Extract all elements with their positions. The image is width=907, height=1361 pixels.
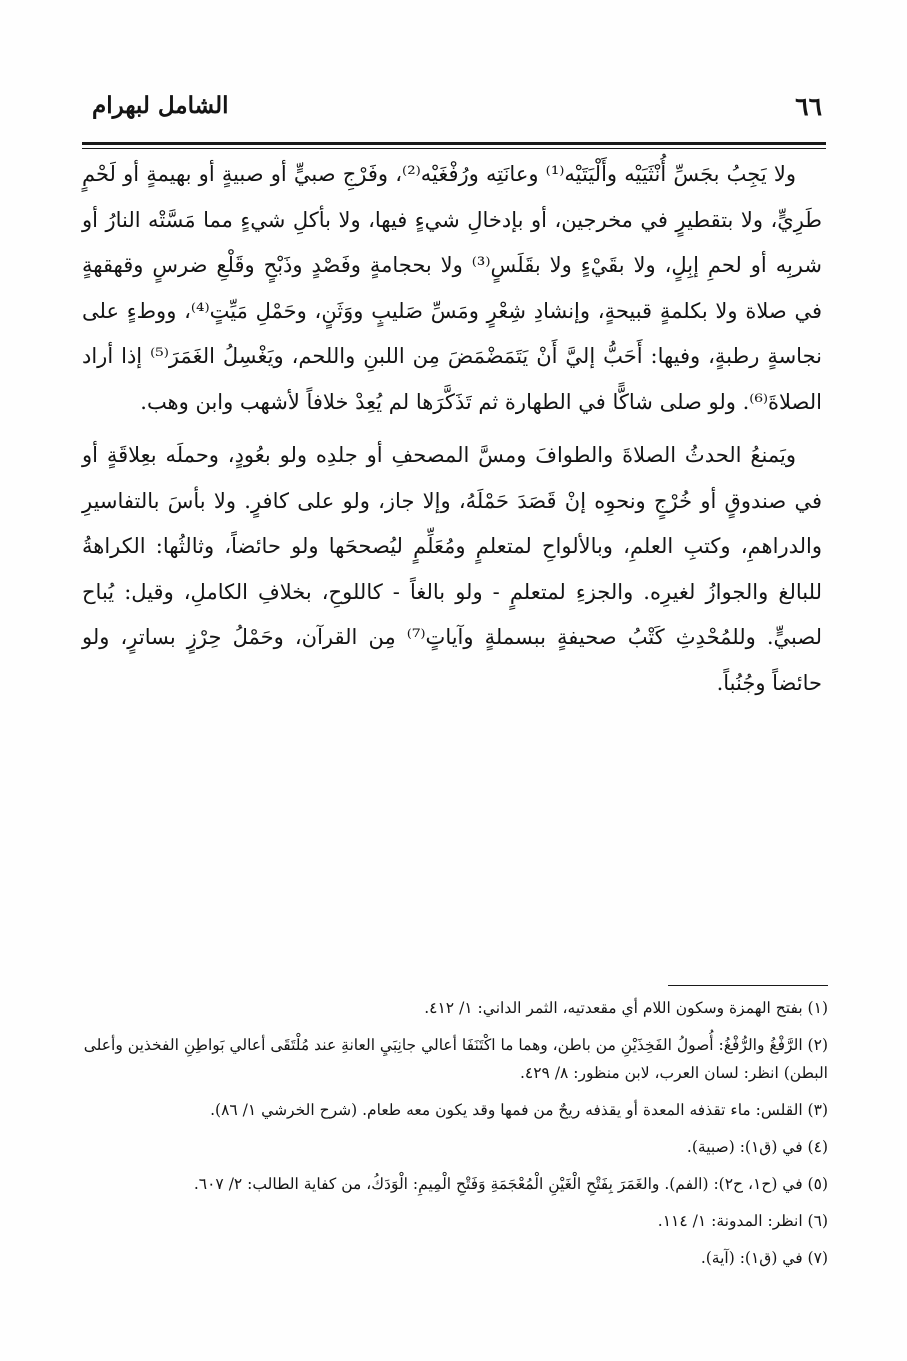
main-text [82,152,822,706]
footnotes [82,994,828,1281]
header-rule [82,142,826,145]
footnote-4: (٤) في (ق١): (صبية). [686,1138,828,1156]
page-number: ٦٦ [795,92,822,121]
page-header [82,82,822,132]
paragraph-2: ويَمنعُ الحدثُ الصلاةَ والطوافَ ومسَّ المصحفِ أو جلدِه ولو بعُودٍ، وحملَه بعِلاقَةٍ أو في صندوقٍ أو خُرْجٍ ونحوِه إنْ قَصَدَ حَمْلَهُ، وإلا جاز، ولو على كافرٍ. ولا بأسَ بالتفاسيرِ والدراهمِ، وكتبِ العلمِ، وبالألواحِ لمتعلمٍ ومُعَلِّمٍ ليُصححَها ولو حائضاً، وثالثُها: الكراهةُ للبالغ والجوازُ لغيرِه. والجزءِ لمتعلمٍ - ولو بالغاً - كاللوحِ، بخلافِ الكاملِ، وقيل: يُباح لصبيٍّ. وللمُحْدِثِ كَتْبُ صحيفةٍ ببسملةٍ وآياتٍ⁽⁷⁾ مِن القرآن، وحَمْلُ حِرْزٍ بساترٍ، ولو حائضاً وجُنُباً. [82,443,822,695]
paragraph-1: ولا يَجِبُ بجَسِّ أُنْثَيَيْه وأَلْيَتَيْه⁽¹⁾ وعانَتِه ورُفْغَيْه⁽²⁾، وفَرْجِ صبيٍّ أو صبيةٍ أو بهيمةٍ أو لَحْمٍ طَرِيٍّ، ولا بتقطيرٍ في مخرجين، أو بإدخالِ شيءٍ فيها، ولا بأكلِ شيءٍ مما مَسَّتْه النارُ أو شربِه أو لحمِ إبِلٍ، ولا بقَيْءٍ ولا بقَلَسٍ⁽³⁾ ولا بحجامةٍ وفَصْدٍ وذَبْحٍ وقَلْعِ ضرسٍ وقهقهةٍ في صلاة ولا بكلمةٍ قبيحةٍ، وإنشادِ شِعْرٍ ومَسِّ صَليبٍ ووَثَنٍ، وحَمْلِ مَيِّتٍ⁽⁴⁾، ووطءٍ على نجاسةٍ رطبةٍ، وفيها: أَحَبُّ إليَّ أَنْ يَتَمَضْمَضَ مِن اللبنِ واللحم، ويَغْسِلُ الغَمَرَ⁽⁵⁾ إذا أراد الصلاةَ⁽⁶⁾. ولو صلى شاكًّا في الطهارة ثم تَذَكَّرَها لم يُعِدْ خلافاً لأشهب وابن وهب. [82,162,822,414]
footnote-3: (٣) القلس: ماء تقذفه المعدة أو يقذفه ريحٌ من فمها وقد يكون معه طعام. (شرح الخرشي ١/ ٨٦). [210,1101,828,1119]
footnote-5: (٥) في (ح١، ح٢): (الفم). والغَمَرَ بِفَتْحِ الْغَيْنِ الْمُعْجَمَةِ وَفَتْحِ الْمِيمِ: الْوَدَكُ، من كفاية الطالب: ٢/ ٦٠٧. [193,1175,828,1193]
footnote-separator [668,985,828,986]
header-rule-thin [82,148,826,149]
footnote-7: (٧) في (ق١): (آية). [700,1249,828,1267]
footnote-1: (١) بفتح الهمزة وسكون اللام أي مقعدتيه، الثمر الداني: ١/ ٤١٢. [424,999,828,1017]
running-title: الشامل لبهرام [92,92,229,119]
footnote-6: (٦) انظر: المدونة: ١/ ١١٤. [657,1212,828,1230]
footnote-2: (٢) الرَّفْغُ والرُّفْغُ: أُصولُ الفَخِذَيْنِ من باطن، وهما ما اكْتَنَفَا أعالي جانِبَيِ العانةِ عند مُلْتَقَى أعالي بَواطِنِ الفخذين وأعلى البطن) انظر: لسان العرب، لابن منظور: ٨/ ٤٢٩. [83,1036,828,1082]
